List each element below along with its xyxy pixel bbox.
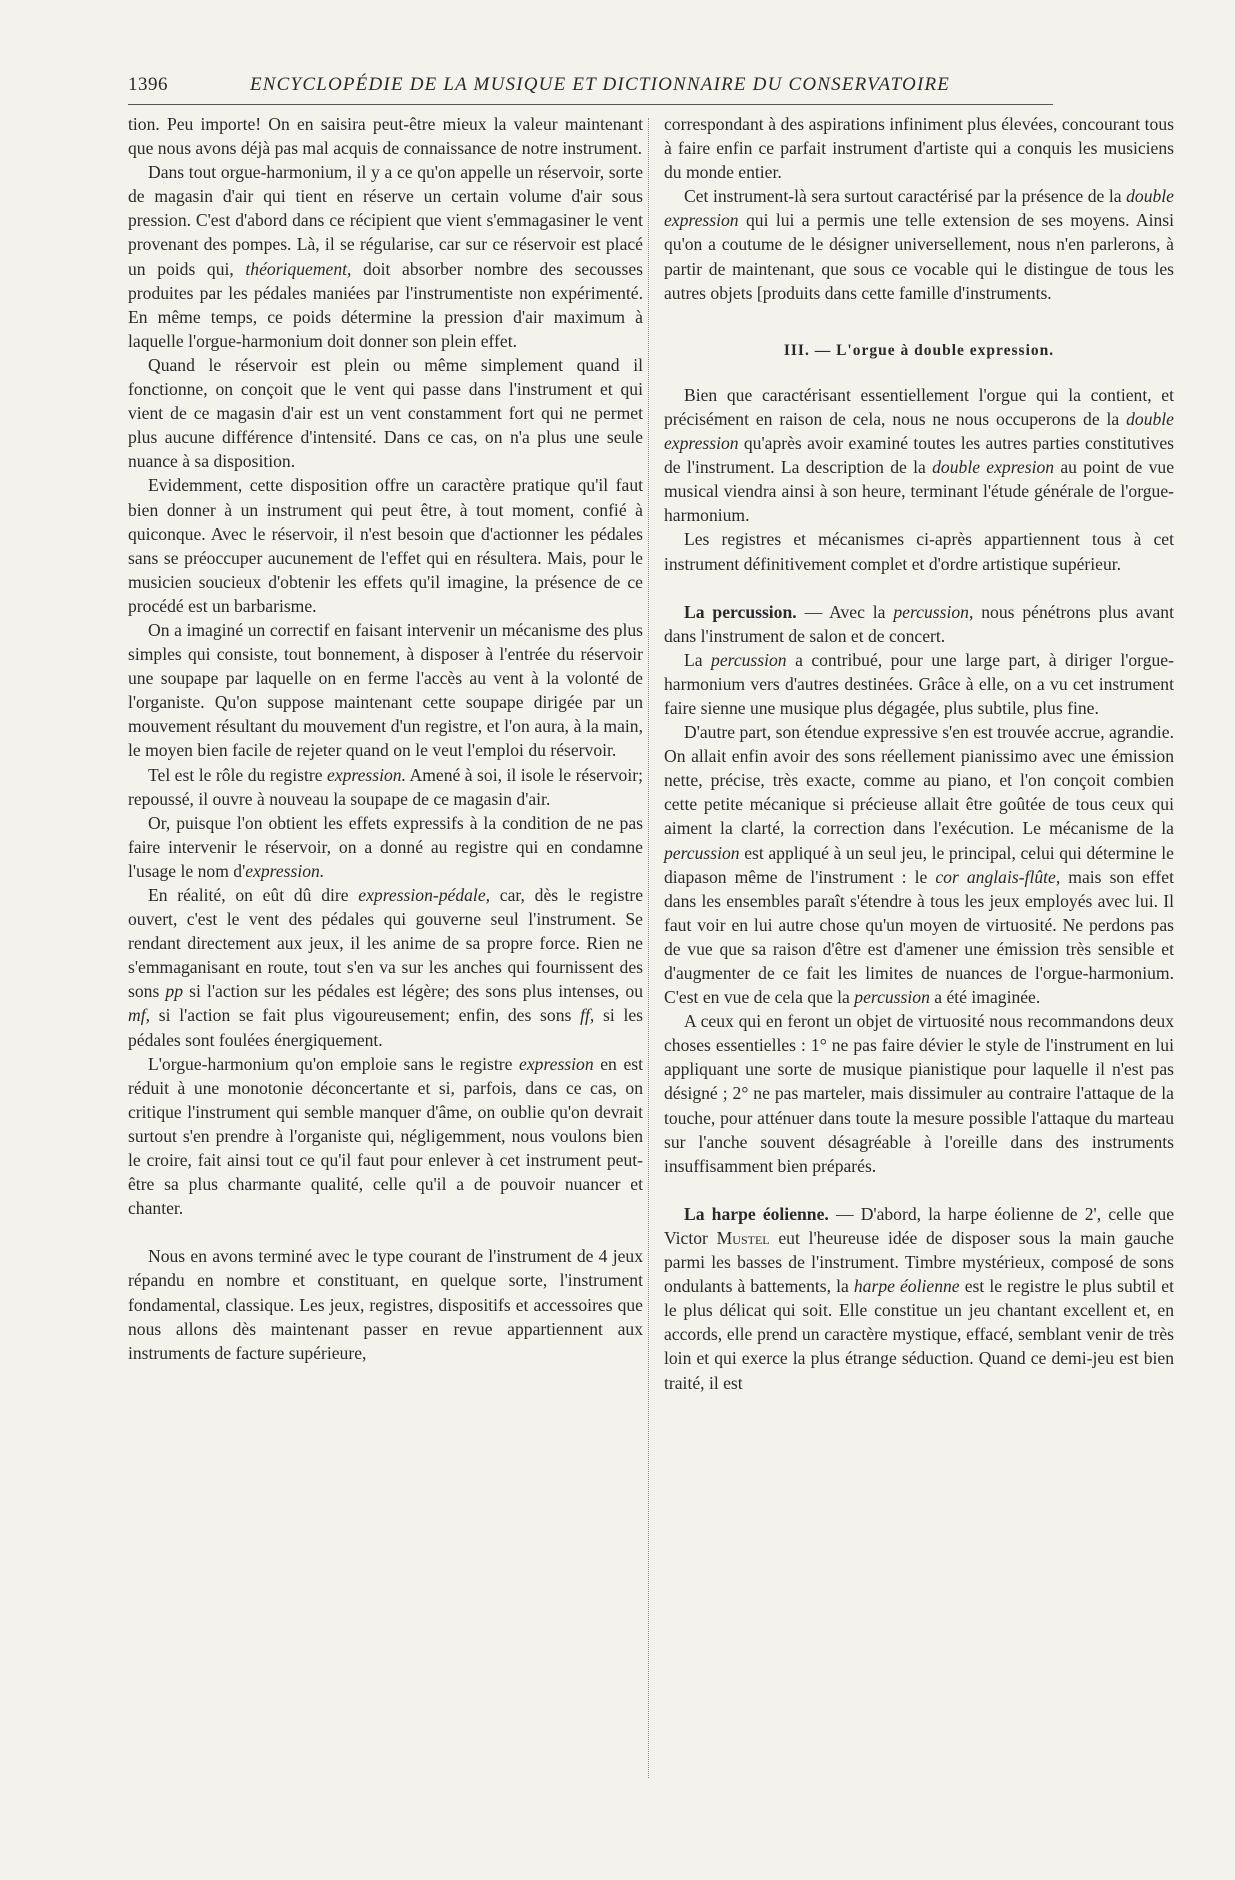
section-heading: III. — L'orgue à double expression. bbox=[783, 341, 1055, 359]
run-in-heading: La harpe éolienne. bbox=[684, 1203, 829, 1224]
paragraph: On a imaginé un correctif en faisant intervenir un mécanisme des plus simples qui consiste, tout bonnement, à disposer à l'entrée du réservoir une soupape par laquelle on en ferme l'accès au vent à la volonté de l'organiste. Qu'on suppose maintenant cette soupape dirigée par un mouvement résultant du mouvement d'un registre, et l'on aura, à la main, le moyen bien facile de rejeter quand on le veut l'emploi du réservoir. bbox=[128, 619, 643, 761]
run-in-heading: La percussion. bbox=[684, 601, 797, 622]
paragraph: Tel est le rôle du registre expression. Amené à soi, il isole le réservoir; repoussé, il ouvre à nouveau la soupape de ce magasin d'air. bbox=[128, 764, 643, 809]
column-divider bbox=[648, 118, 649, 1778]
paragraph: L'orgue-harmonium qu'on emploie sans le registre expression en est réduit à une monotonie déconcertante et si, parfois, dans ce cas, on critique l'instrument qui semble manquer d'âme, on oublie qu'on devrait surtout s'en prendre à l'organiste qui, négligemment, nous voulons bien le croire, fait ainsi tout ce qu'il faut pour enlever à cet instrument peut-être sa plus charmante qualité, celle qu'il a de pouvoir nuancer et chanter. bbox=[128, 1053, 643, 1219]
left-column bbox=[128, 112, 643, 1365]
right-column bbox=[664, 112, 1174, 1395]
paragraph: La percussion. — Avec la percussion, nous pénétrons plus avant dans l'instrument de salon et de concert. bbox=[664, 601, 1174, 646]
paragraph: En réalité, on eût dû dire expression-pédale, car, dès le registre ouvert, c'est le vent des pédales qui gouverne seul l'instrument. Se rendant directement aux jeux, il les anime de sa propre force. Rien ne s'emmaganisant en route, tout s'en va sur les anches qui fournissent des sons pp si l'action sur les pédales est légère; des sons plus intenses, ou mf, si l'action se fait plus vigoureusement; enfin, des sons ff, si les pédales sont foulées énergiquement. bbox=[128, 885, 644, 1050]
paragraph: Cet instrument-là sera surtout caractérisé par la présence de la double expression qui lui a permis une telle extension de ses moyens. Ainsi qu'on a coutume de le désigner universellement, nous n'en parlerons, à partir de maintenant, que sous ce vocable qui le distingue de tous les autres objets [produits dans cette famille d'instruments. bbox=[664, 186, 1174, 303]
paragraph: Quand le réservoir est plein ou même simplement quand il fonctionne, on conçoit que le vent qui passe dans l'instrument et qui vient de ce magasin d'air est un vent constamment fort qui ne permet plus aucune différence d'intensité. Dans ce cas, on n'a plus une seule nuance à sa disposition. bbox=[128, 354, 643, 472]
paragraph: Dans tout orgue-harmonium, il y a ce qu'on appelle un réservoir, sorte de magasin d'air qui tient en réserve un certain volume d'air sous pression. C'est d'abord dans ce récipient que vient s'emmagasiner le vent provenant des pompes. Là, il se régularise, car sur ce réservoir est placé un poids qui, théoriquement, doit absorber nombre des secousses produites par les pédales maniées par l'instrumentiste non expérimenté. En même temps, ce poids détermine la pression d'air maximum à laquelle l'orgue-harmonium doit donner son plein effet. bbox=[128, 162, 643, 351]
paragraph: La percussion a contribué, pour une large part, à diriger l'orgue-harmonium vers d'autres destinées. Grâce à elle, on a vu cet instrument faire sienne une musique plus dégagée, plus subtile, plus fine. bbox=[664, 649, 1174, 718]
paragraph: tion. Peu importe! On en saisira peut-être mieux la valeur maintenant que nous avons déjà pas mal acquis de connaissance de notre instrument. bbox=[128, 114, 643, 159]
paragraph: La harpe éolienne. — D'abord, la harpe éolienne de 2', celle que Victor Mustel eut l'heureuse idée de disposer sous la main gauche parmi les basses de l'instrument. Timbre mystérieux, composé de sons ondulants à battements, la harpe éolienne est le registre le plus subtil et le plus délicat qui soit. Elle constitue un jeu chantant excellent et, en accords, elle prend un caractère mystique, effacé, semblant venir de très loin et qui exerce la plus étrange séduction. Quand ce demi-jeu est bien traité, il est bbox=[664, 1203, 1175, 1393]
header-rule bbox=[128, 104, 1053, 105]
paragraph: Or, puisque l'on obtient les effets expressifs à la condition de ne pas faire intervenir le réservoir, on a donné au registre qui en condamne l'usage le nom d'expression. bbox=[128, 812, 643, 881]
paragraph: D'autre part, son étendue expressive s'en est trouvée accrue, agrandie. On allait enfin avoir des sons réellement pianissimo avec une émission nette, précise, très exacte, comme au piano, et l'on conçoit combien cette petite mécanique si précieuse allait être goûtée de tous ceux qui aiment la clarté, la correction dans l'exécution. Le mécanisme de la percussion est appliqué à un seul jeu, le principal, celui qui détermine le diapason même de l'instrument : le cor anglais-flûte, mais son effet dans les ensembles paraît s'étendre à tous les jeux employés avec lui. Il faut voir en lui autre chose qu'un moyen de virtuosité. Ne perdons pas de vue que sa raison d'être est d'amener une émission très sensible et d'augmenter de ce fait les limites de nuances de l'orgue-harmonium. C'est en vue de cela que la percussion a été imaginée. bbox=[664, 722, 1174, 1008]
paragraph: A ceux qui en feront un objet de virtuosité nous recommandons deux choses essentielles : 1° ne pas faire dévier le style de l'instrument en lui appliquant une sorte de musique pianistique pour laquelle il n'est pas désigné ; 2° ne pas marteler, mais dissimuler au contraire l'attaque de la touche, pour atténuer dans toute la mesure possible l'attaque du marteau sur l'anche souvent désagréable à l'oreille dans des instruments insuffisamment bien préparés. bbox=[664, 1011, 1174, 1176]
running-title: ENCYCLOPÉDIE DE LA MUSIQUE ET DICTIONNAIRE DU CONSERVATOIRE bbox=[250, 74, 951, 95]
page-number: 1396 bbox=[128, 74, 168, 95]
paragraph: Bien que caractérisant essentiellement l'orgue qui la contient, et précisément en raison de cela, nous ne nous occuperons de la double expression qu'après avoir examiné toutes les autres parties constitutives de l'instrument. La description de la double expresion au point de vue musical viendra ainsi à son heure, terminant l'étude générale de l'orgue-harmonium. bbox=[664, 384, 1175, 526]
paragraph: Nous en avons terminé avec le type courant de l'instrument de 4 jeux répandu en nombre et constituant, en quelque sorte, l'instrument fondamental, classique. Les jeux, registres, dispositifs et accessoires que nous allons dès maintenant passer en revue appartiennent aux instruments de facture supérieure, bbox=[128, 1246, 643, 1363]
paragraph: Les registres et mécanismes ci-après appartiennent tous à cet instrument définitivement complet et d'ordre artistique supérieur. bbox=[664, 529, 1174, 574]
page-header bbox=[128, 74, 1053, 100]
paragraph: Evidemment, cette disposition offre un caractère pratique qu'il faut bien donner à un instrument qui peut être, à tout moment, confié à quiconque. Avec le réservoir, il n'est besoin que d'actionner les pédales sans se préoccuper aucunement de l'effet qui en résultera. Mais, pour le musicien soucieux d'obtenir les effets qu'il imagine, la présence de ce procédé est un barbarisme. bbox=[128, 475, 643, 616]
paragraph: correspondant à des aspirations infiniment plus élevées, concourant tous à faire enfin ce parfait instrument d'artiste qui a conquis les musiciens du monde entier. bbox=[664, 114, 1174, 183]
